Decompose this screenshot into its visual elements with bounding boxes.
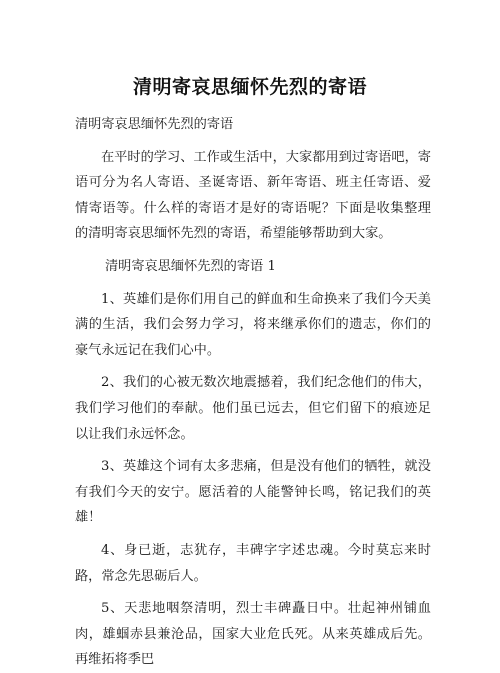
section-title: 清明寄哀思缅怀先烈的寄语 1 <box>105 258 276 274</box>
list-item: 3、英雄这个词有太多悲痛，但是没有他们的牺牲，就没有我们今天的安宁。愿活着的人能警钟长鸣，铭记我们的英雄！ <box>75 459 431 526</box>
list-item: 1、英雄们是你们用自己的鲜血和生命换来了我们今天美满的生活，我们会努力学习，将来继承你们的遗志，你们的豪气永远记在我们心中。 <box>75 291 431 358</box>
intro-paragraph: 在平时的学习、工作或生活中，大家都用到过寄语吧，寄语可分为名人寄语、圣诞寄语、新年寄语、班主任寄语、爱情寄语等。什么样的寄语才是好的寄语呢？下面是收集整理的清明寄哀思缅怀先烈的寄语，希望能够帮助到大家。 <box>75 149 431 242</box>
document-title: 清明寄哀思缅怀先烈的寄语 <box>132 76 367 98</box>
list-item: 2、我们的心被无数次地震撼着，我们纪念他们的伟大，我们学习他们的奉献。他们虽已远去，但它们留下的痕迹足以让我们永远怀念。 <box>75 375 431 442</box>
document-body <box>75 112 431 673</box>
list-item: 4、身已逝，志犹存，丰碑字字述忠魂。今时莫忘来时路，常念先思砺后人。 <box>75 542 431 584</box>
heading-line: 清明寄哀思缅怀先烈的寄语 <box>75 117 234 132</box>
list-item: 5、天悲地咽祭清明，烈士丰碑矗日中。壮起神州铺血肉，雄蝈赤县兼沧品，国家大业危氏死。从来英雄成后先。再维拓将季巴 <box>75 601 431 668</box>
